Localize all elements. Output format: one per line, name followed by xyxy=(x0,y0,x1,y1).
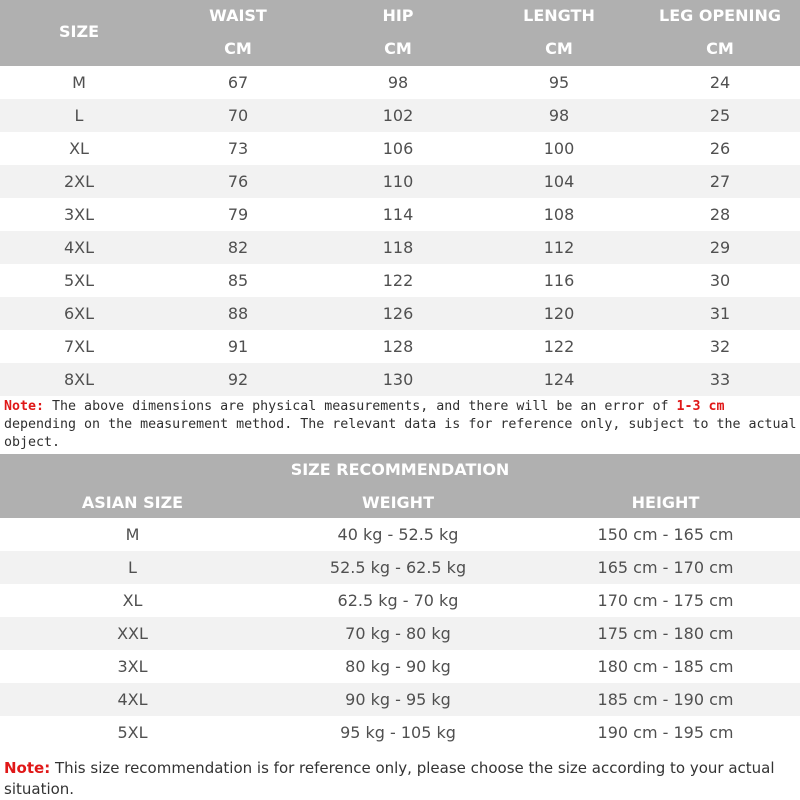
recommendation-note xyxy=(4,758,794,800)
length-cell: 98 xyxy=(548,106,570,125)
height-cell: 180 cm - 185 cm xyxy=(597,657,734,676)
height-cell: 185 cm - 190 cm xyxy=(597,690,734,709)
hip-cell: 118 xyxy=(382,238,414,257)
weight-cell: 70 kg - 80 kg xyxy=(345,624,451,643)
table-row xyxy=(0,551,800,584)
hip-cell: 122 xyxy=(382,271,414,290)
table-row xyxy=(0,650,800,683)
waist-cell: 73 xyxy=(227,139,249,158)
leg-opening-cell: 25 xyxy=(709,106,731,125)
size-cell: XL xyxy=(69,139,89,158)
height-cell: 150 cm - 165 cm xyxy=(597,525,734,544)
waist-header: WAIST xyxy=(209,6,267,25)
note-text: This size recommendation is for reference only, please choose the size according to your actual situation. xyxy=(4,759,775,798)
length-header: LENGTH xyxy=(523,6,595,25)
height-cell: 175 cm - 180 cm xyxy=(597,624,734,643)
note-label: Note: xyxy=(4,399,45,414)
leg-opening-cell: 27 xyxy=(709,172,731,191)
length-cell: 104 xyxy=(543,172,575,191)
table-row xyxy=(0,363,800,396)
leg-opening-cell: 33 xyxy=(709,370,731,389)
hip-cell: 110 xyxy=(382,172,414,191)
height-cell: 165 cm - 170 cm xyxy=(597,558,734,577)
height-cell: 170 cm - 175 cm xyxy=(597,591,734,610)
hip-cell: 130 xyxy=(382,370,414,389)
waist-unit: CM xyxy=(224,39,252,58)
hip-cell: 106 xyxy=(382,139,414,158)
size-cell: 3XL xyxy=(63,205,95,224)
leg-opening-header: LEG OPENING xyxy=(659,6,781,25)
waist-cell: 79 xyxy=(227,205,249,224)
table-row xyxy=(0,165,800,198)
table-row xyxy=(0,132,800,165)
waist-cell: 91 xyxy=(227,337,249,356)
hip-cell: 98 xyxy=(387,73,409,92)
length-cell: 124 xyxy=(543,370,575,389)
size-cell: 4XL xyxy=(63,238,95,257)
table-row xyxy=(0,716,800,749)
table-row xyxy=(0,99,800,132)
hip-cell: 128 xyxy=(382,337,414,356)
size-cell: 5XL xyxy=(63,271,95,290)
asian-size-header: ASIAN SIZE xyxy=(81,493,184,512)
weight-cell: 62.5 kg - 70 kg xyxy=(337,591,459,610)
size-header: SIZE xyxy=(58,22,99,41)
table-row xyxy=(0,518,800,551)
note-text-continued: depending on the measurement method. The relevant data is for reference only, subject to the actual object. xyxy=(4,417,797,450)
leg-opening-cell: 29 xyxy=(709,238,731,257)
weight-header: WEIGHT xyxy=(362,493,434,512)
length-cell: 95 xyxy=(548,73,570,92)
leg-opening-unit: CM xyxy=(706,39,734,58)
asian-size-cell: 4XL xyxy=(117,690,148,709)
size-cell: M xyxy=(72,73,86,92)
measurement-note xyxy=(4,398,798,452)
weight-cell: 40 kg - 52.5 kg xyxy=(337,525,459,544)
waist-cell: 88 xyxy=(227,304,249,323)
leg-opening-cell: 26 xyxy=(709,139,731,158)
table-row xyxy=(0,330,800,363)
weight-cell: 80 kg - 90 kg xyxy=(345,657,451,676)
hip-cell: 102 xyxy=(382,106,414,125)
height-header: HEIGHT xyxy=(631,493,700,512)
weight-cell: 90 kg - 95 kg xyxy=(345,690,451,709)
note-label: Note: xyxy=(4,759,51,777)
length-unit: CM xyxy=(545,39,573,58)
table-row xyxy=(0,264,800,297)
leg-opening-cell: 30 xyxy=(709,271,731,290)
recommendation-title: SIZE RECOMMENDATION xyxy=(290,460,510,479)
table-row xyxy=(0,66,800,99)
waist-cell: 76 xyxy=(227,172,249,191)
height-cell: 190 cm - 195 cm xyxy=(597,723,734,742)
length-cell: 122 xyxy=(543,337,575,356)
hip-unit: CM xyxy=(384,39,412,58)
table-row xyxy=(0,198,800,231)
size-chart-header xyxy=(0,0,800,66)
asian-size-cell: L xyxy=(128,558,137,577)
length-cell: 108 xyxy=(543,205,575,224)
size-cell: 2XL xyxy=(63,172,95,191)
leg-opening-cell: 32 xyxy=(709,337,731,356)
table-row xyxy=(0,617,800,650)
size-cell: 6XL xyxy=(63,304,95,323)
asian-size-cell: XXL xyxy=(117,624,148,643)
waist-cell: 70 xyxy=(227,106,249,125)
leg-opening-cell: 28 xyxy=(709,205,731,224)
table-row xyxy=(0,584,800,617)
length-cell: 116 xyxy=(543,271,575,290)
note-text: The above dimensions are physical measurements, and there will be an error of xyxy=(44,399,677,414)
length-cell: 120 xyxy=(543,304,575,323)
recommendation-header xyxy=(0,454,800,518)
waist-cell: 85 xyxy=(227,271,249,290)
hip-cell: 126 xyxy=(382,304,414,323)
size-cell: 8XL xyxy=(63,370,95,389)
length-cell: 112 xyxy=(543,238,575,257)
hip-header: HIP xyxy=(382,6,414,25)
leg-opening-cell: 24 xyxy=(709,73,731,92)
table-row xyxy=(0,683,800,716)
table-row xyxy=(0,231,800,264)
asian-size-cell: M xyxy=(125,525,140,544)
size-cell: L xyxy=(74,106,84,125)
weight-cell: 52.5 kg - 62.5 kg xyxy=(329,558,467,577)
asian-size-cell: 3XL xyxy=(117,657,148,676)
waist-cell: 92 xyxy=(227,370,249,389)
size-cell: 7XL xyxy=(63,337,95,356)
asian-size-cell: XL xyxy=(122,591,143,610)
table-row xyxy=(0,297,800,330)
waist-cell: 82 xyxy=(227,238,249,257)
weight-cell: 95 kg - 105 kg xyxy=(340,723,456,742)
hip-cell: 114 xyxy=(382,205,414,224)
asian-size-cell: 5XL xyxy=(117,723,148,742)
error-range: 1-3 cm xyxy=(676,399,725,414)
leg-opening-cell: 31 xyxy=(709,304,731,323)
length-cell: 100 xyxy=(543,139,575,158)
waist-cell: 67 xyxy=(227,73,249,92)
